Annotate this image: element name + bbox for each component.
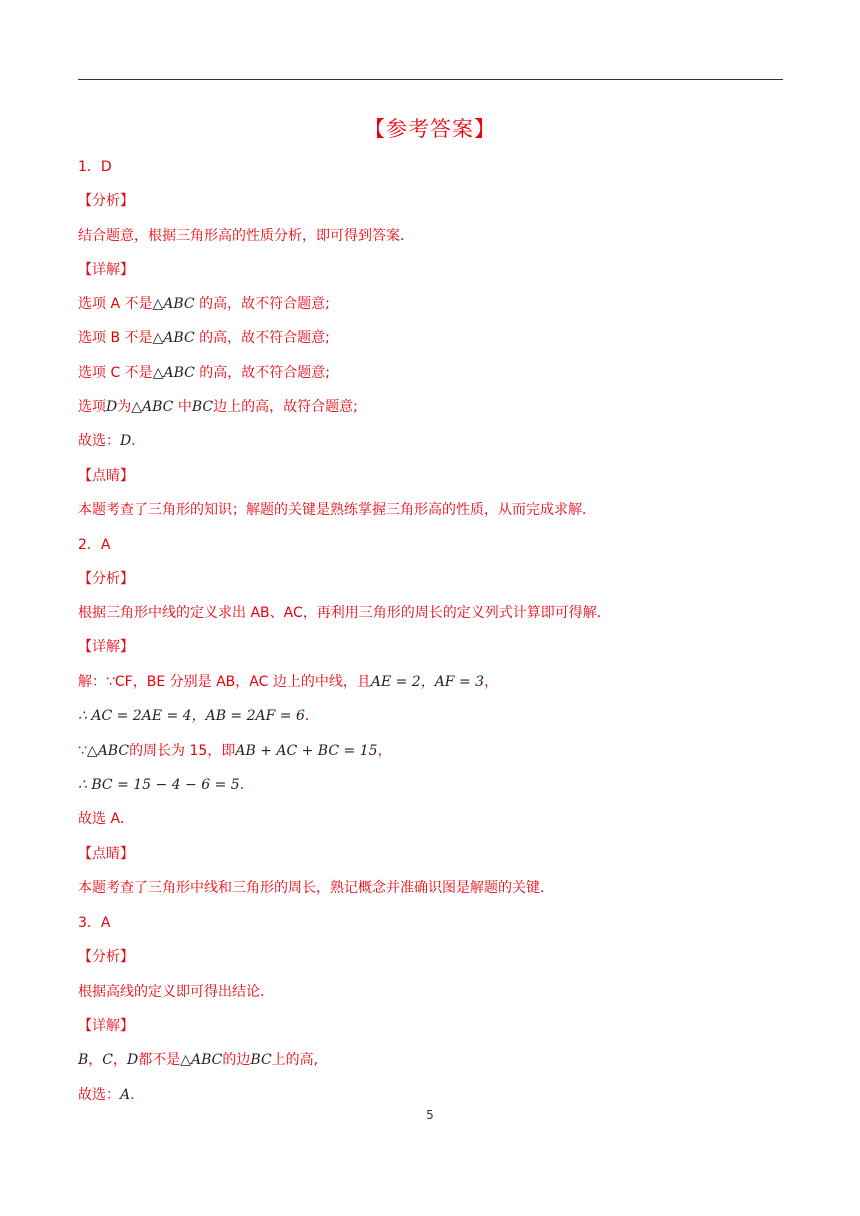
text-run: 的边: [222, 1052, 251, 1068]
math-expression: B: [78, 1052, 89, 1068]
math-expression: ∴ AC = 2AE = 4，AB = 2AF = 6: [78, 708, 305, 724]
text-line: [78, 329, 330, 347]
text-line: [78, 467, 134, 485]
math-expression: △ABC: [86, 743, 130, 759]
math-expression: △ABC: [180, 1052, 223, 1068]
math-expression: D: [127, 1052, 139, 1068]
text-line: [78, 914, 110, 932]
text-run: 【分析】: [78, 571, 134, 587]
text-line: [78, 536, 110, 554]
text-line: [78, 673, 498, 691]
text-line: [78, 398, 358, 416]
text-run: 本题考查了三角形的知识；解题的关键是熟练掌握三角形高的性质，从而完成求解．: [78, 502, 596, 518]
math-expression: BC: [191, 399, 214, 415]
text-run: 的高，故不符合题意;: [194, 365, 330, 381]
text-run: 解：∵CF，BE 分别是 AB，AC 边上的中线，且: [78, 674, 371, 690]
math-expression: AE = 2，AF = 3: [370, 674, 485, 690]
text-line: [78, 638, 134, 656]
text-line: [78, 742, 392, 760]
text-run: 都不是: [138, 1052, 181, 1068]
text-line: [78, 295, 330, 313]
text-run: 故选：: [78, 433, 120, 449]
page-title: 【参考答案】: [364, 117, 496, 141]
math-expression: A: [120, 1087, 131, 1103]
text-line: [78, 845, 134, 863]
text-run: ．: [239, 777, 254, 793]
text-line: [78, 432, 145, 450]
text-run: ，: [377, 743, 392, 759]
math-expression: AB + AC + BC = 15: [235, 743, 378, 759]
text-run: 3．A: [78, 915, 111, 931]
text-run: 选项 B 不是: [78, 330, 153, 346]
math-expression: ∴ BC = 15 − 4 − 6 = 5: [78, 777, 240, 793]
text-run: 故选 A．: [78, 811, 135, 827]
text-run: 上的高,: [271, 1052, 319, 1068]
text-line: [78, 501, 596, 519]
text-run: 根据高线的定义即可得出结论．: [78, 984, 274, 1000]
text-run: 2．A: [78, 537, 111, 553]
text-line: [78, 707, 319, 725]
text-run: 选项 A 不是: [78, 296, 153, 312]
text-line: [78, 1051, 318, 1069]
page-number: 5: [426, 1108, 434, 1122]
text-run: 1．D: [78, 159, 112, 175]
text-line: [78, 776, 254, 794]
text-run: 选项: [78, 399, 106, 415]
text-run: ．: [130, 1087, 145, 1103]
text-line: [78, 1086, 144, 1104]
text-line: [78, 364, 330, 382]
text-line: [78, 879, 554, 897]
text-run: 【分析】: [78, 949, 134, 965]
text-line: [78, 810, 134, 828]
text-run: 【点睛】: [78, 468, 134, 484]
math-expression: △ABC: [152, 330, 195, 346]
header-rule: [78, 79, 783, 80]
math-expression: D: [106, 399, 118, 415]
math-expression: BC: [250, 1052, 272, 1068]
text-line: [78, 1017, 134, 1035]
text-run: 为: [117, 399, 132, 415]
text-run: ，: [88, 1052, 103, 1068]
text-run: 故选：: [78, 1087, 120, 1103]
text-line: [78, 604, 611, 622]
text-line: [78, 570, 134, 588]
text-run: 根据三角形中线的定义求出 AB、AC，再利用三角形的周长的定义列式计算即可得解．: [78, 605, 611, 621]
text-run: ，: [484, 674, 499, 690]
text-run: ，: [113, 1052, 128, 1068]
text-run: 【点睛】: [78, 846, 134, 862]
text-run: 的周长为 15，即: [129, 743, 236, 759]
text-run: 中: [173, 399, 192, 415]
text-run: 边上的高，故符合题意;: [213, 399, 358, 415]
text-run: 本题考查了三角形中线和三角形的周长，熟记概念并准确识图是解题的关键．: [78, 880, 554, 896]
text-run: 选项 C 不是: [78, 365, 153, 381]
text-line: [78, 983, 274, 1001]
text-run: 【分析】: [78, 193, 134, 209]
text-run: 【详解】: [78, 639, 134, 655]
text-run: 【详解】: [78, 262, 134, 278]
text-line: [78, 158, 112, 176]
text-line: [78, 227, 414, 245]
text-run: 的高，故不符合题意;: [194, 296, 330, 312]
math-expression: △ABC: [131, 399, 174, 415]
text-run: 结合题意，根据三角形高的性质分析，即可得到答案．: [78, 228, 414, 244]
text-run: 的高，故不符合题意;: [194, 330, 330, 346]
text-line: [78, 192, 134, 210]
text-line: [78, 261, 134, 279]
text-run: ．: [304, 708, 319, 724]
text-run: ∵: [78, 743, 87, 759]
text-run: ．: [131, 433, 146, 449]
text-run: 【详解】: [78, 1018, 134, 1034]
math-expression: △ABC: [152, 296, 195, 312]
math-expression: △ABC: [152, 365, 195, 381]
math-expression: C: [102, 1052, 114, 1068]
math-expression: D: [120, 433, 132, 449]
text-line: [78, 948, 134, 966]
